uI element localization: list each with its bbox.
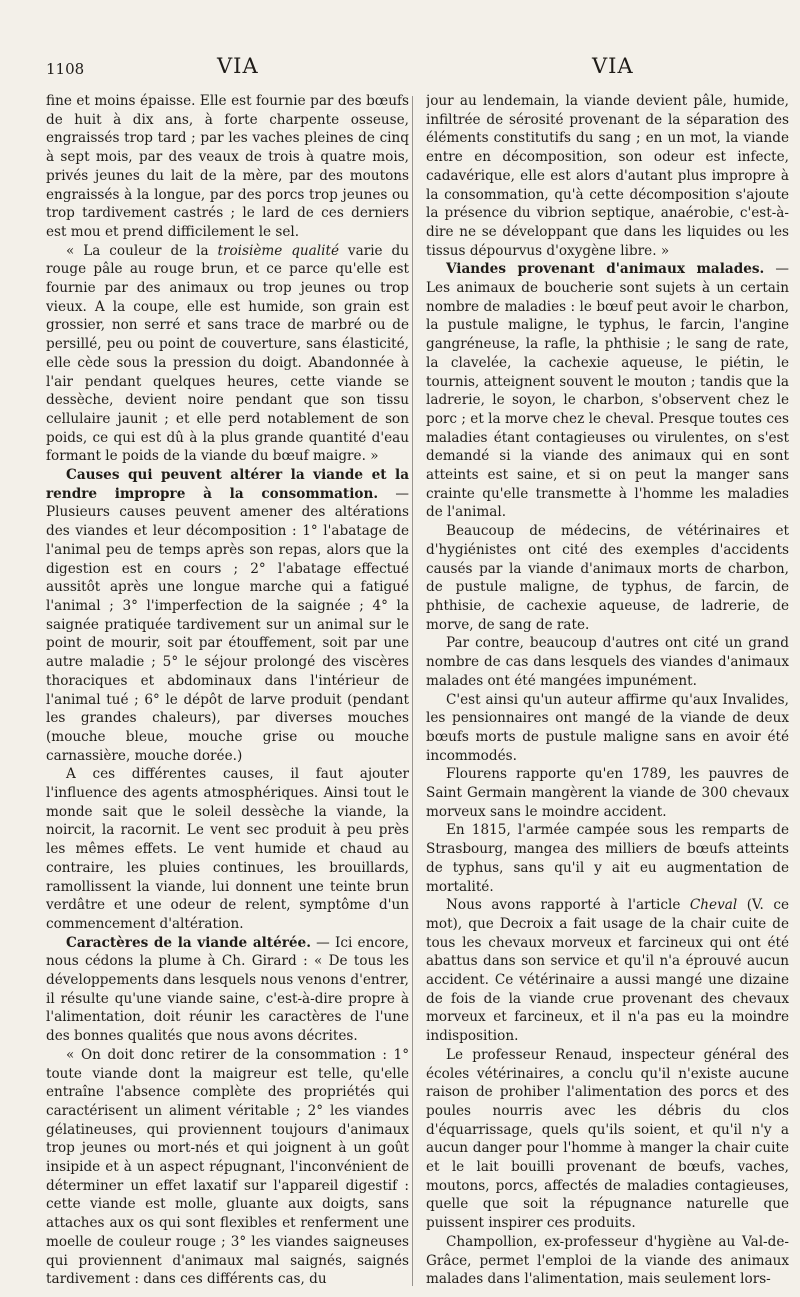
page-header <box>0 54 800 84</box>
left-column <box>46 92 409 1292</box>
emphasis: troisième qualité <box>217 242 339 259</box>
paragraph: C'est ainsi qu'un auteur affirme qu'aux Invalides, les pensionnaires ont mangé de la viande de deux bœufs morts de pustule maligne sans en avoir été incommodés. <box>426 691 789 764</box>
paragraph: fine et moins épaisse. Elle est fournie par des bœufs de huit à dix ans, à forte charpente osseuse, engraissés trop tard ; par les vaches pleines de cinq à sept mois, par des veaux de trois à quatre mois, privés jeunes du lait de la mère, par des moutons engraissés à la longue, par des porcs trop jeunes ou trop tardivement castrés ; le lard de ces derniers est mou et prend difficilement le sel. <box>46 93 409 240</box>
emphasis: Cheval <box>689 897 738 914</box>
paragraph: A ces différentes causes, il faut ajouter l'influence des agents atmosphériques. Ainsi tout le monde sait que le soleil dessèche la viande, la noircit, la racornit. Le vent sec produit à peu près les mêmes effets. Le vent humide et chaud au contraire, les pluies continues, les brouillards, ramollissent la viande, lui donnent une teinte brun verdâtre et une odeur de relent, symptôme d'un commencement d'altération. <box>46 766 409 932</box>
section-heading: Caractères de la viande altérée. <box>66 934 311 951</box>
section-heading: Viandes provenant d'animaux malades. <box>446 261 765 278</box>
section-paragraph: Viandes provenant d'animaux malades. — Les animaux de boucherie sont sujets à un certain nombre de maladies : le bœuf peut avoir le charbon, la pustule maligne, le typhus, le farcin, l'angine gangréneuse, la rafle, la phthisie ; le sang de rate, la clavelée, la cachexie aqueuse, le piétin, le tournis, atteignent souvent le mouton ; tandis que la ladrerie, le soyon, le charbon, s'observent chez le porc ; et la morve chez le cheval. Presque toutes ces maladies étant contagieuses ou virulentes, on s'est demandé si la viande des animaux qui en sont atteints est saine, et si on peut la manger sans crainte qu'elle transmette à l'homme les maladies de l'animal. <box>426 261 789 521</box>
paragraph: Le professeur Renaud, inspecteur général des écoles vétérinaires, a conclu qu'il n'existe aucune raison de prohiber l'alimentation des porcs et des poules nourris avec les débris du clos d'équarrissage, quels qu'ils soient, et qu'il n'y a aucun danger pour l'homme à manger la chair cuite et le lait bouilli provenant de bœufs, vaches, moutons, porcs, affectés de maladies contagieuses, quelle que soit la répugnance naturelle que puissent inspirer ces produits. <box>426 1046 789 1232</box>
running-head-right: VIA <box>592 54 634 78</box>
paragraph: « La couleur de la troisième qualité varie du rouge pâle au rouge brun, et ce parce qu'elle est fournie par des animaux ou trop jeunes ou trop vieux. A la coupe, elle est humide, son grain est grossier, non serré et sans trace de marbré ou de persillé, peu ou point de couverture, sans élasticité, elle cède sous la pression du doigt. Abandonnée à l'air pendant quelques heures, cette viande se dessèche, devient noire pendant que son tissu cellulaire jaunit ; et elle perd notablement de son poids, ce qui est dû à la plus grande quantité d'eau formant le poids de la viande du bœuf maigre. » <box>46 242 409 465</box>
paragraph: jour au lendemain, la viande devient pâle, humide, infiltrée de sérosité provenant de la séparation des éléments constitutifs du sang ; en un mot, la viande entre en décomposition, son odeur est infecte, cadavérique, elle est alors d'autant plus impropre à la consommation, qu'à cette décomposition s'ajoute la présence du vibrion septique, anaérobie, c'est-à-dire ne se développant que dans les liquides ou les tissus dépourvus d'oxygène libre. » <box>426 93 789 259</box>
section-paragraph: Causes qui peuvent altérer la viande et la rendre impropre à la consommation. — Plusieurs causes peuvent amener des altérations des viandes et leur décomposition : 1° l'abatage de l'animal peu de temps après son repas, alors que la digestion est en cours ; 2° l'abatage effectué aussitôt après une longue marche qui a fatigué l'animal ; 3° l'imperfection de la saignée ; 4° la saignée pratiquée tardivement sur un animal sur le point de mourir, soit par étouffement, soit par une autre maladie ; 5° le séjour prolongé des viscères thoraciques et abdominaux dans l'intérieur de l'animal tué ; 6° le dépôt de larve produit (pendant les grandes chaleurs), par diverses mouches (mouche bleue, mouche grise ou mouche carnassière, mouche dorée.) <box>46 467 409 764</box>
column-divider <box>412 96 413 1286</box>
paragraph: En 1815, l'armée campée sous les remparts de Strasbourg, mangea des milliers de bœufs atteints de typhus, sans qu'il y ait eu augmentation de mortalité. <box>426 822 789 895</box>
section-heading: Causes qui peuvent altérer la viande et la rendre impropre à la consommation. <box>46 467 409 502</box>
paragraph: Beaucoup de médecins, de vétérinaires et d'hygiénistes ont cité des exemples d'accidents causés par la viande d'animaux morts de charbon, de pustule maligne, de typhus, de farcin, de phthisie, de cachexie aqueuse, de ladrerie, de morve, de sang de rate. <box>426 523 789 633</box>
paragraph: Champollion, ex-professeur d'hygiène au Val-de-Grâce, permet l'emploi de la viande des animaux malades dans l'alimentation, mais seulement lors- <box>426 1233 789 1288</box>
section-paragraph: Caractères de la viande altérée. — Ici encore, nous cédons la plume à Ch. Girard : « De tous les développements dans lesquels nous venons d'entrer, il résulte qu'une viande saine, c'est-à-dire propre à l'alimentation, doit réunir les caractères de l'une des bonnes qualités que nous avons décrites. <box>46 934 409 1045</box>
running-head-left: VIA <box>217 54 259 78</box>
paragraph: « On doit donc retirer de la consommation : 1° toute viande dont la maigreur est telle, qu'elle entraîne l'absence complète des propriétés qui caractérisent un aliment véritable ; 2° les viandes gélatineuses, qui proviennent toujours d'animaux trop jeunes ou mort-nés et qui joignent à un goût insipide et à un aspect répugnant, l'inconvénient de déterminer un effet laxatif sur l'appareil digestif : cette viande est molle, gluante aux doigts, sans attaches aux os qui sont flexibles et renferment une moelle de couleur rouge ; 3° les viandes saigneuses qui proviennent d'animaux mal saignés, saignés tardivement : dans ces différents cas, du <box>46 1046 409 1288</box>
paragraph: Flourens rapporte qu'en 1789, les pauvres de Saint Germain mangèrent la viande de 300 chevaux morveux sans le moindre accident. <box>426 766 789 820</box>
paragraph: Par contre, beaucoup d'autres ont cité un grand nombre de cas dans lesquels des viandes d'animaux malades ont été mangées impunément. <box>426 635 789 689</box>
paragraph: Nous avons rapporté à l'article Cheval (V. ce mot), que Decroix a fait usage de la chair cuite de tous les chevaux morveux et farcineux qui ont été abattus dans son service et qu'il n'a éprouvé aucun accident. Ce vétérinaire a aussi mangé une dizaine de fois de la viande crue provenant des chevaux morveux et farcineux, et il n'a pas eu la moindre indisposition. <box>426 897 789 1045</box>
right-column <box>426 92 789 1292</box>
page-number: 1108 <box>46 60 85 78</box>
